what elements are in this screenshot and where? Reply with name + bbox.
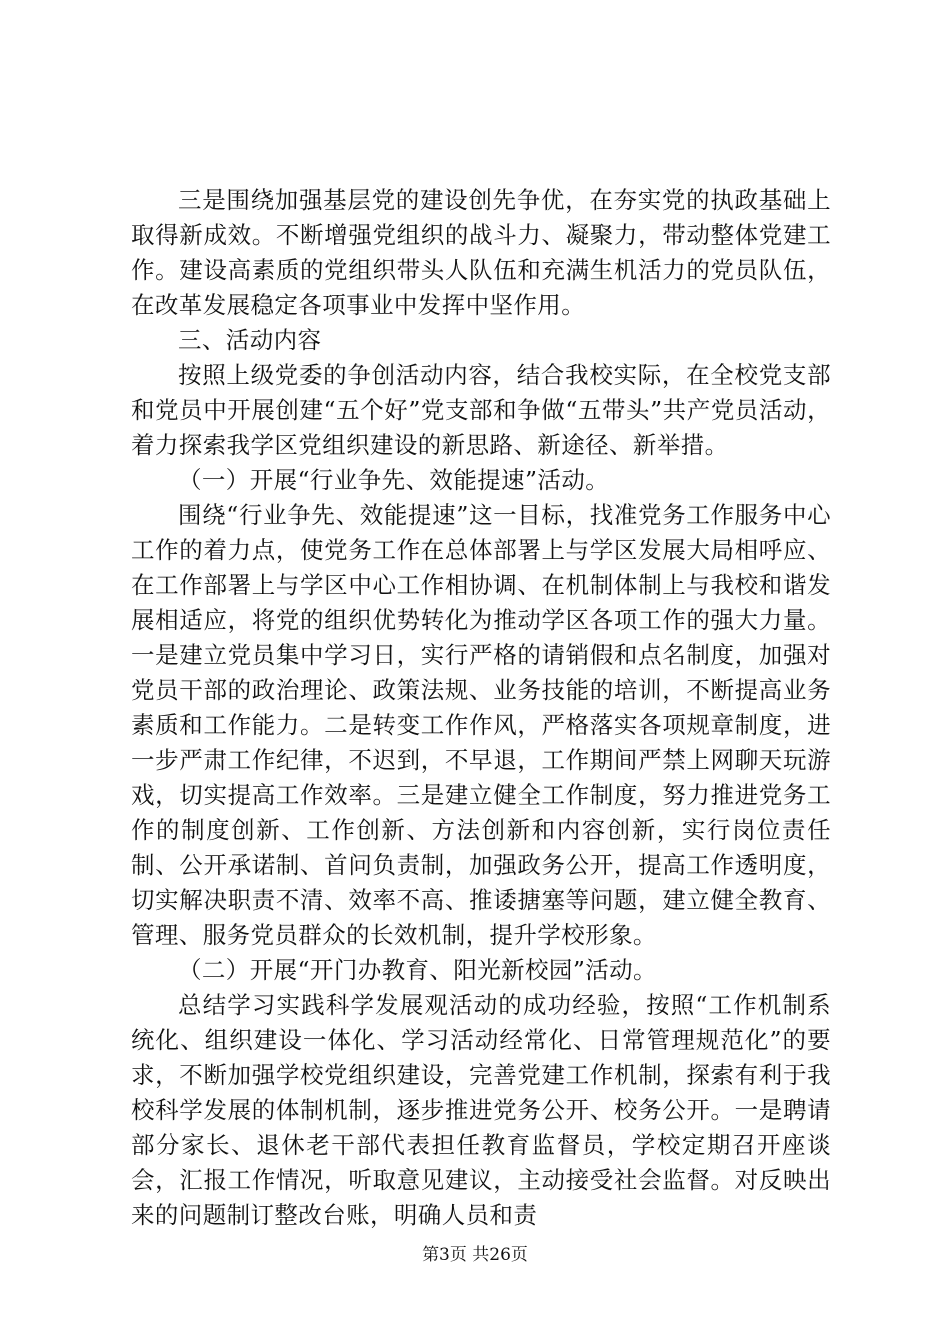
document-body <box>131 183 831 1233</box>
paragraph-2: 按照上级党委的争创活动内容，结合我校实际，在全校党支部和党员中开展创建“五个好”党支部和争做“五带头”共产党员活动，着力探索我学区党组织建设的新思路、新途径、新举措。 <box>131 361 831 459</box>
paragraph-1: 三是围绕加强基层党的建设创先争优，在夯实党的执政基础上取得新成效。不断增强党组织的战斗力、凝聚力，带动整体党建工作。建设高素质的党组织带头人队伍和充满生机活力的党员队伍，在改革发展稳定各项事业中发挥中坚作用。 <box>131 186 831 319</box>
subsection-heading-2: （二）开展“开门办教育、阳光新校园”活动。 <box>178 956 657 984</box>
paragraph-4: 总结学习实践科学发展观活动的成功经验，按照“工作机制系统化、组织建设一体化、学习活动经常化、日常管理规范化”的要求，不断加强学校党组织建设，完善党建工作机制，探索有利于我校科学发展的体制机制，逐步推进党务公开、校务公开。一是聘请部分家长、退休老干部代表担任教育监督员，学校定期召开座谈会，汇报工作情况，听取意见建议，主动接受社会监督。对反映出来的问题制订整改台账，明确人员和责 <box>131 991 831 1229</box>
page-footer: 第3页 共26页 <box>422 1245 528 1265</box>
paragraph-3: 围绕“行业争先、效能提速”这一目标，找准党务工作服务中心工作的着力点，使党务工作在总体部署上与学区发展大局相呼应、在工作部署上与学区中心工作相协调、在机制体制上与我校和谐发展相适应，将党的组织优势转化为推动学区各项工作的强大力量。一是建立党员集中学习日，实行严格的请销假和点名制度，加强对党员干部的政治理论、政策法规、业务技能的培训，不断提高业务素质和工作能力。二是转变工作作风，严格落实各项规章制度，进一步严肃工作纪律，不迟到，不早退，工作期间严禁上网聊天玩游戏，切实提高工作效率。三是建立健全工作制度，努力推进党务工作的制度创新、工作创新、方法创新和内容创新，实行岗位责任制、公开承诺制、首问负责制，加强政务公开，提高工作透明度，切实解决职责不清、效率不高、推诿搪塞等问题，建立健全教育、管理、服务党员群众的长效机制，提升学校形象。 <box>131 501 831 949</box>
section-heading-activity-content: 三、活动内容 <box>178 326 322 354</box>
subsection-heading-1: （一）开展“行业争先、效能提速”活动。 <box>178 466 610 494</box>
